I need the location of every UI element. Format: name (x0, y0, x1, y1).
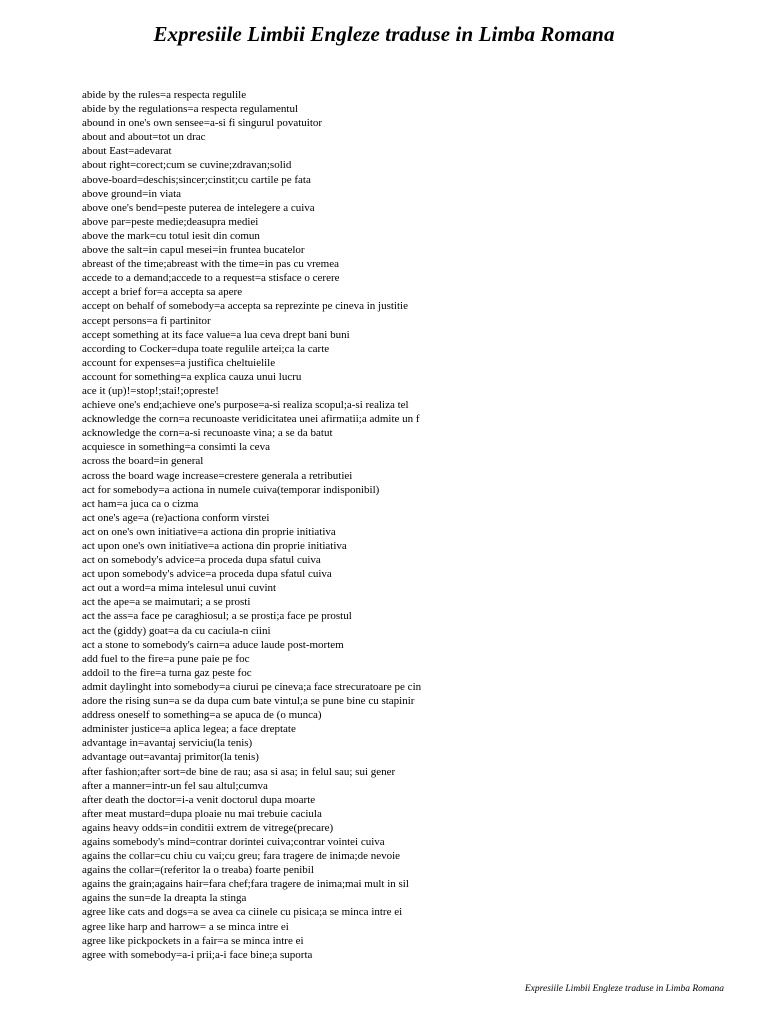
entry-line: address oneself to something=a se apuca de (o munca) (82, 709, 322, 722)
entry-line: advantage in=avantaj serviciu(la tenis) (82, 737, 253, 750)
entry-line: after death the doctor=i-a venit doctorul dupa moarte (82, 793, 316, 806)
entry-line: across the board=in general (82, 455, 204, 468)
entry-line: agains the grain;agains hair=fara chef;fara tragere de inima;mai mult in sil (82, 878, 409, 891)
entry-line: above the mark=cu totul iesit din comun (82, 229, 260, 242)
entry-line: abide by the regulations=a respecta regulamentul (82, 103, 299, 116)
entry-line: agree like cats and dogs=a se avea ca ciinele cu pisica;a se minca intre ei (82, 906, 403, 919)
entry-line: accept persons=a fi partinitor (82, 314, 211, 327)
entry-line: agains the collar=(referitor la o treaba) foarte penibil (82, 864, 314, 877)
entry-line: about East=adevarat (82, 145, 172, 158)
entry-line: act upon one's own initiative=a actiona din proprie initiativa (82, 540, 347, 552)
entry-line: act the ape=a se maimutari; a se prosti (82, 596, 251, 609)
entry-line: accept on behalf of somebody=a accepta sa reprezinte pe cineva in justitie (82, 300, 408, 313)
entry-line: achieve one's end;achieve one's purpose=a-si realiza scopul;a-si realiza tel (82, 399, 409, 412)
entry-line: accept something at its face value=a lua ceva drept bani buni (82, 328, 350, 341)
entry-line: about and about=tot un drac (82, 131, 206, 144)
entry-line: abide by the rules=a respecta regulile (82, 89, 247, 101)
entry-line: act out a word=a mima intelesul unui cuvint (82, 582, 277, 595)
entry-line: above par=peste medie;deasupra mediei (82, 215, 259, 228)
entry-line: ace it (up)!=stop!;stai!;opreste! (82, 384, 219, 397)
entry-line: above the salt=in capul mesei=in fruntea bucatelor (82, 244, 305, 257)
entry-line: accede to a demand;accede to a request=a stisface o cerere (82, 272, 340, 285)
entry-line: agains somebody's mind=contrar dorintei cuiva;contrar vointei cuiva (82, 835, 385, 848)
entry-line: act one's age=a (re)actiona conform virstei (82, 511, 270, 524)
entry-line: agains the sun=de la dreapta la stinga (82, 892, 247, 905)
entry-line: above one's bend=peste puterea de intelegere a cuiva (82, 201, 315, 214)
entry-line: agree like pickpockets in a fair=a se minca intre ei (82, 934, 304, 947)
entry-line: acknowledge the corn=a-si recunoaste vina; a se da batut (82, 427, 333, 440)
page-footer: Expresiile Limbii Engleze traduse in Limba Romana (524, 984, 724, 994)
entry-line: accept a brief for=a accepta sa apere (82, 286, 243, 299)
entry-line: above-board=deschis;sincer;cinstit;cu cartile pe fata (82, 173, 311, 186)
entry-line: abound in one's own sensee=a-si fi singurul povatuitor (82, 117, 323, 130)
entry-line: across the board wage increase=crestere generala a retributiei (82, 469, 353, 482)
entry-line: agains the collar=cu chiu cu vai;cu greu; fara tragere de inima;de nevoie (82, 850, 401, 863)
entry-line: above ground=in viata (82, 187, 182, 200)
entry-line: agree with somebody=a-i prii;a-i face bine;a suporta (82, 948, 313, 961)
entry-line: administer justice=a aplica legea; a face dreptate (82, 723, 296, 736)
entry-line: acknowledge the corn=a recunoaste veridicitatea unei afirmatii;a admite un f (82, 413, 420, 426)
entry-line: act for somebody=a actiona in numele cuiva(temporar indisponibil) (82, 483, 380, 496)
entry-line: after fashion;after sort=de bine de rau; asa si asa; in felul sau; sui gener (82, 765, 396, 778)
entry-line: account for expenses=a justifica cheltuielile (82, 356, 276, 369)
entry-line: according to Cocker=dupa toate regulile artei;ca la carte (82, 342, 330, 355)
entry-line: acquiesce in something=a consimti la ceva (82, 441, 270, 454)
entry-line: account for something=a explica cauza unui lucru (82, 370, 302, 383)
entry-line: act a stone to somebody's cairn=a aduce laude post-mortem (82, 638, 344, 651)
entry-line: about right=corect;cum se cuvine;zdravan;solid (82, 159, 292, 172)
entry-line: agree like harp and harrow= a se minca intre ei (82, 920, 289, 933)
entry-line: after a manner=intr-un fel sau altul;cumva (82, 779, 268, 792)
entry-line: act ham=a juca ca o cizma (82, 497, 199, 510)
entry-line: addoil to the fire=a turna gaz peste foc (82, 666, 252, 679)
entry-line: adore the rising sun=a se da dupa cum bate vintul;a se pune bine cu stapinir (82, 695, 415, 708)
entry-line: after meat mustard=dupa ploaie nu mai trebuie caciula (82, 807, 322, 820)
entry-line: add fuel to the fire=a pune paie pe foc (82, 652, 250, 665)
entry-list (82, 88, 722, 962)
entry-line: act the (giddy) goat=a da cu caciula-n ciini (82, 624, 271, 637)
entry-line: abreast of the time;abreast with the time=in pas cu vremea (82, 258, 339, 271)
entry-line: agains heavy odds=in conditii extrem de vitrege(precare) (82, 821, 334, 834)
entry-line: act on somebody's advice=a proceda dupa sfatul cuiva (82, 554, 321, 567)
entry-line: advantage out=avantaj primitor(la tenis) (82, 751, 259, 764)
entry-line: admit daylinght into somebody=a ciurui pe cineva;a face strecuratoare pe cin (82, 680, 422, 693)
entry-line: act on one's own initiative=a actiona din proprie initiativa (82, 525, 336, 538)
page-title: Expresiile Limbii Engleze traduse in Limba Romana (153, 22, 615, 46)
entry-line: act upon somebody's advice=a proceda dupa sfatul cuiva (82, 568, 332, 581)
entry-line: act the ass=a face pe caraghiosul; a se prosti;a face pe prostul (82, 610, 352, 623)
